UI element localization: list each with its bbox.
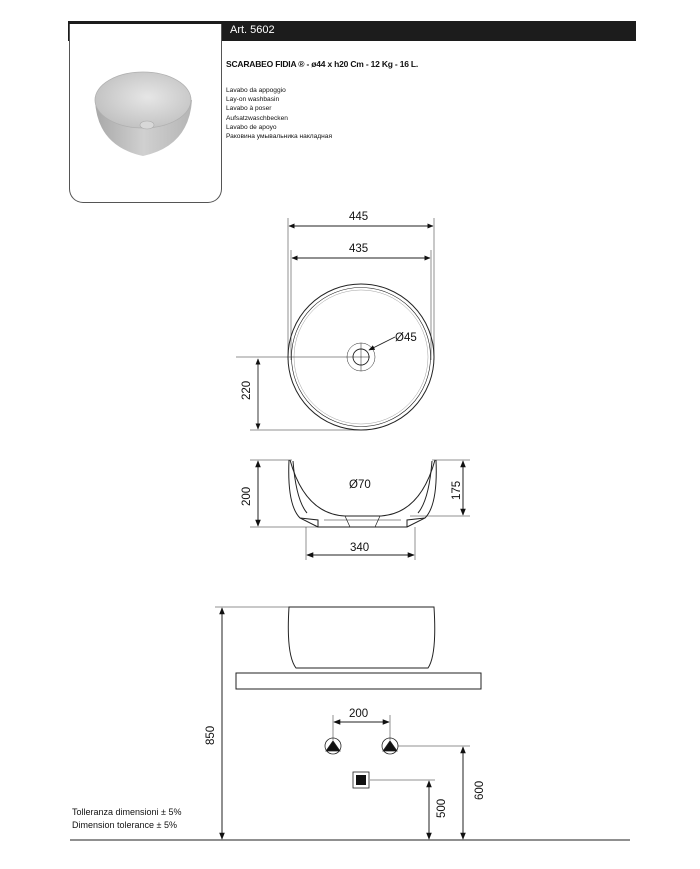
description-fr: Lavabo à poser <box>226 105 272 113</box>
dim-waste-height: 500 <box>436 798 448 818</box>
description-es: Lavabo de apoyo <box>226 123 277 131</box>
tolerance-en: Dimension tolerance ± 5% <box>72 820 177 830</box>
tolerance-it: Tolleranza dimensioni ± 5% <box>72 807 182 817</box>
dim-section-height: 200 <box>241 486 253 506</box>
dim-center-depth: 220 <box>241 380 253 400</box>
tolerance-note <box>72 806 182 832</box>
dim-tap-spacing: 200 <box>349 708 369 720</box>
description-de: Aufsatzwaschbecken <box>226 114 288 122</box>
dim-inner-width: 435 <box>349 243 369 255</box>
dim-outer-width: 445 <box>349 211 369 223</box>
water-supply-symbols <box>325 738 398 788</box>
description-en: Lay-on washbasin <box>226 96 280 104</box>
product-title: SCARABEO FIDIA ® - ø44 x h20 Cm - 12 Kg - 16 L. <box>226 59 419 69</box>
dim-supply-height: 600 <box>474 780 486 800</box>
dim-outlet-diameter: Ø70 <box>349 479 371 491</box>
description-ru: Раковина умывальника накладная <box>226 133 333 141</box>
dim-base-width: 340 <box>350 542 370 554</box>
dim-drain-diameter: Ø45 <box>395 332 417 344</box>
dim-inner-height: 175 <box>451 480 463 500</box>
description-it: Lavabo da appoggio <box>226 87 286 94</box>
dim-total-height: 850 <box>205 725 217 745</box>
top-view <box>236 218 434 430</box>
article-number: Art. 5602 <box>230 24 275 36</box>
